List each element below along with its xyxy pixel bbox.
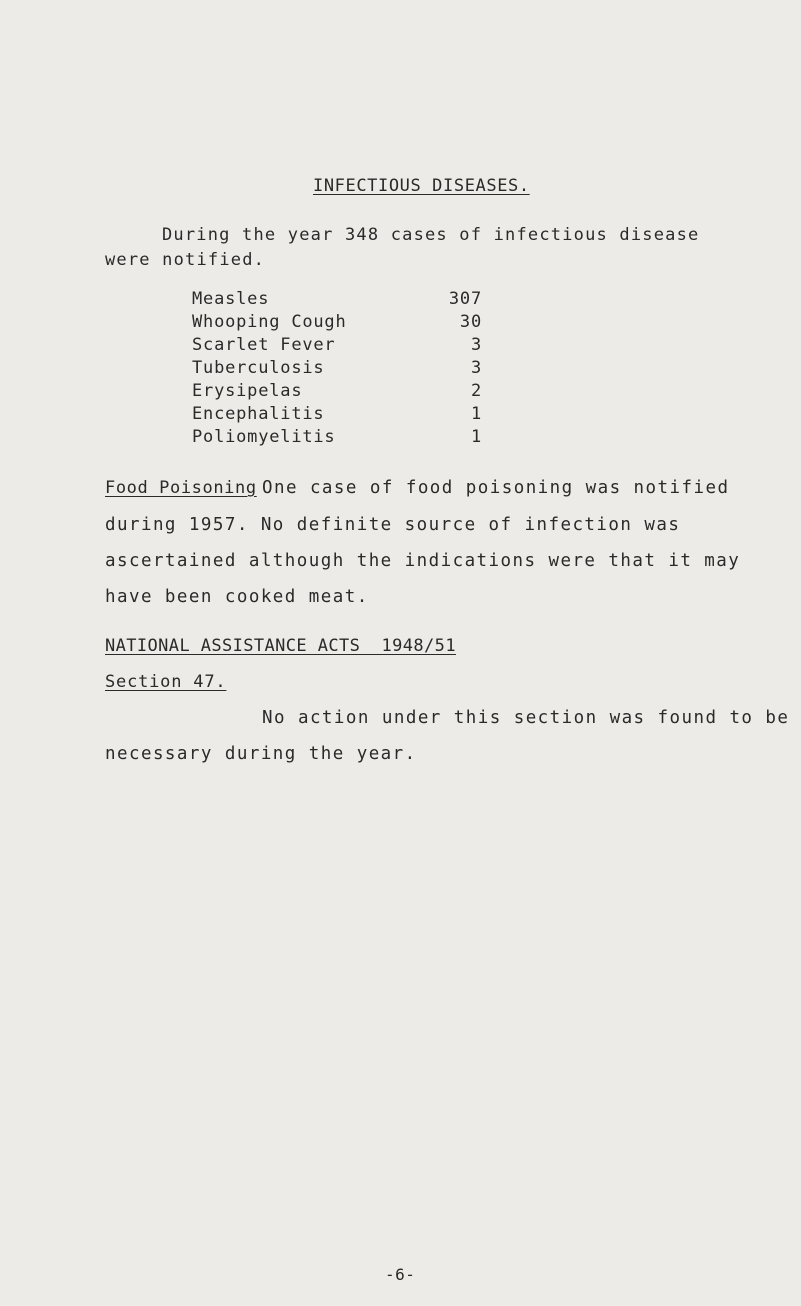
table-row: [192, 288, 482, 311]
section-paragraph-line: No action under this section was found to be: [262, 708, 790, 728]
disease-name: Erysipelas: [192, 381, 303, 401]
table-row: [192, 380, 482, 403]
disease-name: Poliomyelitis: [192, 427, 336, 447]
disease-name: Measles: [192, 289, 270, 309]
disease-table: [192, 288, 482, 449]
page-number: -6-: [385, 1265, 416, 1284]
food-paragraph-line: have been cooked meat.: [105, 587, 369, 607]
disease-name: Whooping Cough: [192, 312, 347, 332]
intro-line-1: During the year 348 cases of infectious disease: [162, 225, 700, 245]
food-paragraph-line: ascertained although the indications were that it may: [105, 551, 741, 571]
disease-name: Tuberculosis: [192, 358, 325, 378]
intro-line-2: were notified.: [105, 250, 266, 270]
disease-count: 3: [470, 335, 482, 355]
food-poisoning-heading: Food Poisoning: [105, 478, 257, 498]
food-paragraph-line: One case of food poisoning was notified: [262, 478, 730, 498]
disease-count: 1: [470, 404, 482, 424]
disease-count: 307: [448, 289, 482, 309]
disease-count: 3: [470, 358, 482, 378]
table-row: [192, 311, 482, 334]
section-paragraph-line: necessary during the year.: [105, 744, 417, 764]
table-row: [192, 334, 482, 357]
section-heading: Section 47.: [105, 672, 227, 692]
national-assistance-heading: NATIONAL ASSISTANCE ACTS 1948/51: [105, 636, 456, 656]
page-title: INFECTIOUS DISEASES.: [313, 176, 530, 196]
disease-name: Encephalitis: [192, 404, 325, 424]
disease-count: 1: [470, 427, 482, 447]
table-row: [192, 403, 482, 426]
disease-name: Scarlet Fever: [192, 335, 336, 355]
table-row: [192, 426, 482, 449]
disease-count: 2: [470, 381, 482, 401]
table-row: [192, 357, 482, 380]
food-paragraph-line: during 1957. No definite source of infection was: [105, 515, 681, 535]
disease-count: 30: [459, 312, 482, 332]
